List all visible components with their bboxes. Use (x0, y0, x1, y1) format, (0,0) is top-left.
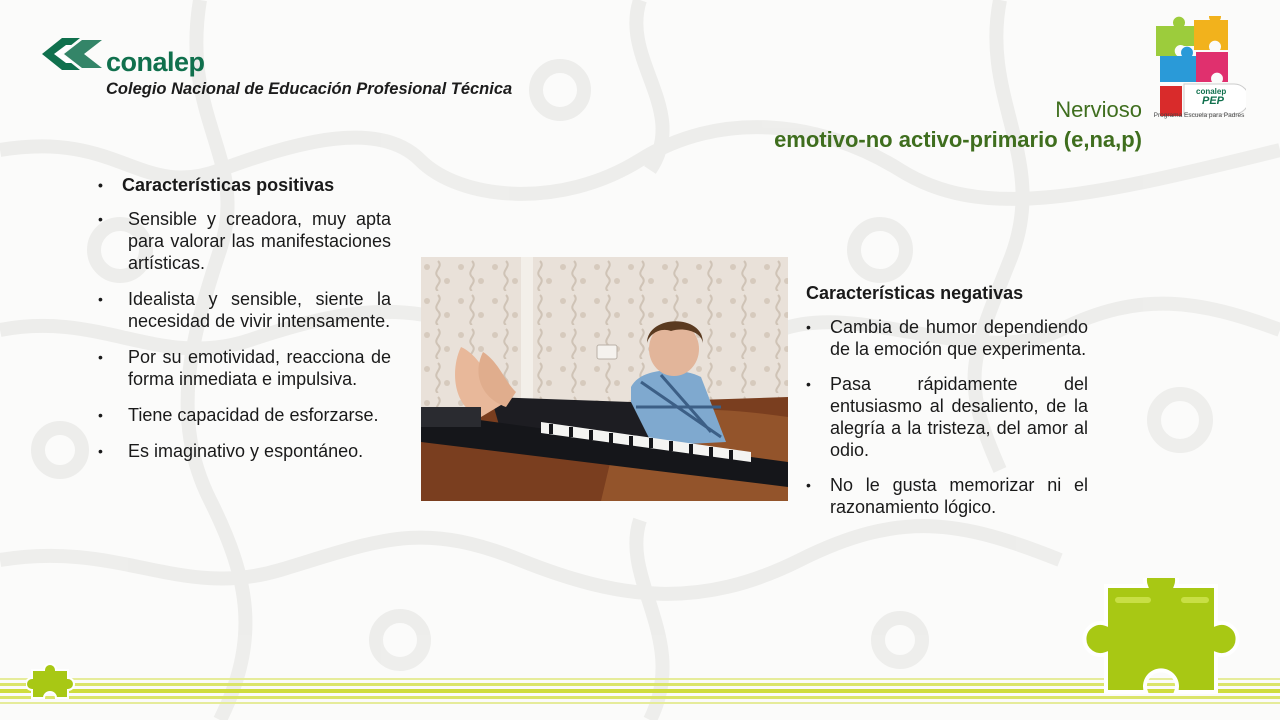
pep-brand: conalep (1196, 87, 1227, 96)
bullet-icon: • (806, 319, 811, 335)
list-item-text: Idealista y sensible, siente la necesidad de vivir intensamente. (128, 289, 391, 331)
negative-heading: Características negativas (806, 283, 1024, 303)
list-item (98, 208, 391, 274)
list-item (806, 474, 1088, 518)
list-item (98, 404, 391, 426)
positive-characteristics (98, 174, 391, 476)
conalep-logo (40, 34, 540, 104)
bullet-icon: • (806, 376, 811, 392)
list-item-text: No le gusta memorizar ni el razonamiento lógico. (830, 475, 1088, 517)
bullet-icon: • (806, 477, 811, 493)
positive-heading-row (98, 174, 391, 196)
page-subtitle: emotivo-no activo-primario (e,na,p) (774, 127, 1142, 152)
logo-name: conalep (106, 47, 205, 77)
bullet-icon: • (98, 407, 103, 423)
pep-badge: PEP (1202, 95, 1225, 107)
pep-puzzle-logo-icon (1150, 16, 1246, 126)
bullet-icon: • (98, 349, 103, 365)
list-item-text: Es imaginativo y espontáneo. (128, 441, 364, 461)
negative-characteristics (806, 282, 1088, 531)
list-item-text: Sensible y creadora, muy apta para valorar las manifestaciones artísticas. (128, 209, 391, 273)
conalep-emblem-icon (40, 34, 104, 74)
puzzle-piece-large-icon (1076, 578, 1268, 720)
list-item-text: Tiene capacidad de esforzarse. (128, 405, 379, 425)
photo-teen-with-keyboard (421, 257, 788, 501)
logo-subtitle: Colegio Nacional de Educación Profesional Técnica (106, 80, 513, 98)
list-item (806, 373, 1088, 461)
bullet-icon: • (98, 443, 103, 459)
list-item-text: Cambia de humor dependiendo de la emoción que experimenta. (830, 317, 1088, 359)
list-item (98, 288, 391, 332)
puzzle-piece-small-icon (26, 660, 86, 706)
pep-caption: Programa Escuela para Padres (1153, 112, 1245, 119)
list-item-text: Por su emotividad, reacciona de forma inmediata e impulsiva. (128, 347, 391, 389)
bullet-icon: • (98, 177, 103, 193)
positive-heading: Características positivas (122, 175, 335, 195)
list-item (98, 346, 391, 390)
bullet-icon: • (98, 291, 103, 307)
list-item-text: Pasa rápidamente del entusiasmo al desaliento, de la alegría a la tristeza, del amor al odio. (830, 374, 1088, 460)
bullet-icon: • (98, 211, 103, 227)
list-item (98, 440, 391, 462)
list-item (806, 316, 1088, 360)
page-title: Nervioso (1055, 97, 1142, 122)
